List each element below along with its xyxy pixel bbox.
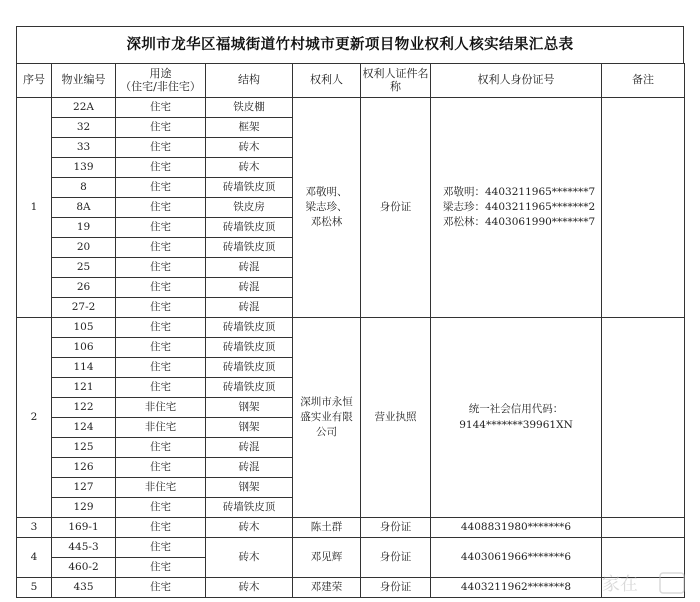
structure-cell: 铁皮棚 [206,98,293,118]
id-no-cell: 统一社会信用代码： 9144*******39961XN [431,318,602,518]
structure-cell: 砖混 [206,438,293,458]
id-no-cell: 4403211962*******8 [431,578,602,598]
property-no-cell: 139 [52,158,116,178]
use-cell: 住宅 [116,438,206,458]
property-no-cell: 32 [52,118,116,138]
use-cell: 非住宅 [116,398,206,418]
structure-cell: 砖墙铁皮顶 [206,378,293,398]
header-remark: 备注 [602,64,685,98]
cert-type-cell: 营业执照 [361,318,431,518]
table-row [17,518,685,538]
property-no-cell: 126 [52,458,116,478]
use-cell: 住宅 [116,518,206,538]
structure-cell: 砖木 [206,158,293,178]
property-no-cell: 26 [52,278,116,298]
property-no-cell: 125 [52,438,116,458]
use-cell: 住宅 [116,138,206,158]
cert-type-cell: 身份证 [361,578,431,598]
header-owner: 权利人 [293,64,361,98]
owner-cell: 邓敬明、 梁志珍、 邓松林 [293,98,361,318]
property-no-cell: 8A [52,198,116,218]
structure-cell: 砖木 [206,538,293,578]
table-header-row [17,64,685,98]
table-row [17,578,685,598]
structure-cell: 砖混 [206,298,293,318]
seq-cell: 1 [17,98,52,318]
remark-cell [602,518,685,538]
property-no-cell: 33 [52,138,116,158]
structure-cell: 砖混 [206,458,293,478]
structure-cell: 砖木 [206,138,293,158]
use-cell: 住宅 [116,218,206,238]
structure-cell: 砖墙铁皮顶 [206,498,293,518]
structure-cell: 钢架 [206,478,293,498]
property-no-cell: 20 [52,238,116,258]
property-no-cell: 460-2 [52,558,116,578]
use-cell: 住宅 [116,258,206,278]
watermark-logo [600,570,692,596]
use-cell: 非住宅 [116,478,206,498]
structure-cell: 砖木 [206,578,293,598]
structure-cell: 砖墙铁皮顶 [206,178,293,198]
property-no-cell: 105 [52,318,116,338]
property-no-cell: 25 [52,258,116,278]
property-no-cell: 8 [52,178,116,198]
use-cell: 住宅 [116,538,206,558]
use-cell: 住宅 [116,358,206,378]
use-cell: 住宅 [116,298,206,318]
id-no-cell: 4408831980*******6 [431,518,602,538]
cert-type-cell: 身份证 [361,538,431,578]
use-cell: 住宅 [116,578,206,598]
structure-cell: 砖混 [206,258,293,278]
property-no-cell: 19 [52,218,116,238]
property-no-cell: 121 [52,378,116,398]
cert-type-cell: 身份证 [361,518,431,538]
property-no-cell: 106 [52,338,116,358]
header-property-no: 物业编号 [52,64,116,98]
summary-sheet [16,26,684,598]
use-cell: 非住宅 [116,418,206,438]
structure-cell: 铁皮房 [206,198,293,218]
structure-cell: 砖墙铁皮顶 [206,318,293,338]
structure-cell: 砖墙铁皮顶 [206,338,293,358]
structure-cell: 砖墙铁皮顶 [206,358,293,378]
use-cell: 住宅 [116,238,206,258]
use-cell: 住宅 [116,498,206,518]
remark-cell [602,318,685,518]
property-no-cell: 124 [52,418,116,438]
structure-cell: 砖混 [206,278,293,298]
use-cell: 住宅 [116,198,206,218]
header-use-label: 用途 （住宅/非住宅） [120,66,201,93]
header-cert-type: 权利人证件名称 [361,64,431,98]
property-no-cell: 435 [52,578,116,598]
watermark-text: 家在 [602,574,638,595]
use-cell: 住宅 [116,98,206,118]
id-no-cell: 4403061966*******6 [431,538,602,578]
seq-cell: 4 [17,538,52,578]
use-cell: 住宅 [116,338,206,358]
owner-cell: 深圳市永恒 盛实业有限 公司 [293,318,361,518]
owner-cell: 邓见辉 [293,538,361,578]
use-cell: 住宅 [116,378,206,398]
property-no-cell: 169-1 [52,518,116,538]
structure-cell: 砖墙铁皮顶 [206,218,293,238]
property-no-cell: 22A [52,98,116,118]
remark-cell [602,98,685,318]
table-row [17,538,685,558]
table-row [17,318,685,338]
id-no-cell: 邓敬明：4403211965*******7 梁志珍：4403211965*******2 邓松林：4403061990*******7 [431,98,602,318]
header-seq: 序号 [17,64,52,98]
use-cell: 住宅 [116,278,206,298]
owner-cell: 邓建荣 [293,578,361,598]
owner-cell: 陈土群 [293,518,361,538]
property-no-cell: 129 [52,498,116,518]
property-no-cell: 445-3 [52,538,116,558]
seq-cell: 2 [17,318,52,518]
use-cell: 住宅 [116,318,206,338]
header-use [116,64,206,98]
header-id-no: 权利人身份证号 [431,64,602,98]
seq-cell: 3 [17,518,52,538]
use-cell: 住宅 [116,458,206,478]
owner-verification-table [16,63,685,598]
use-cell: 住宅 [116,178,206,198]
property-no-cell: 27-2 [52,298,116,318]
structure-cell: 砖木 [206,518,293,538]
property-no-cell: 122 [52,398,116,418]
use-cell: 住宅 [116,118,206,138]
document-title: 深圳市龙华区福城街道竹村城市更新项目物业权利人核实结果汇总表 [16,26,684,63]
structure-cell: 钢架 [206,398,293,418]
structure-cell: 框架 [206,118,293,138]
use-cell: 住宅 [116,158,206,178]
seq-cell: 5 [17,578,52,598]
header-structure: 结构 [206,64,293,98]
structure-cell: 砖墙铁皮顶 [206,238,293,258]
use-cell: 住宅 [116,558,206,578]
structure-cell: 钢架 [206,418,293,438]
table-body [17,98,685,598]
table-row [17,98,685,118]
property-no-cell: 127 [52,478,116,498]
cert-type-cell: 身份证 [361,98,431,318]
property-no-cell: 114 [52,358,116,378]
